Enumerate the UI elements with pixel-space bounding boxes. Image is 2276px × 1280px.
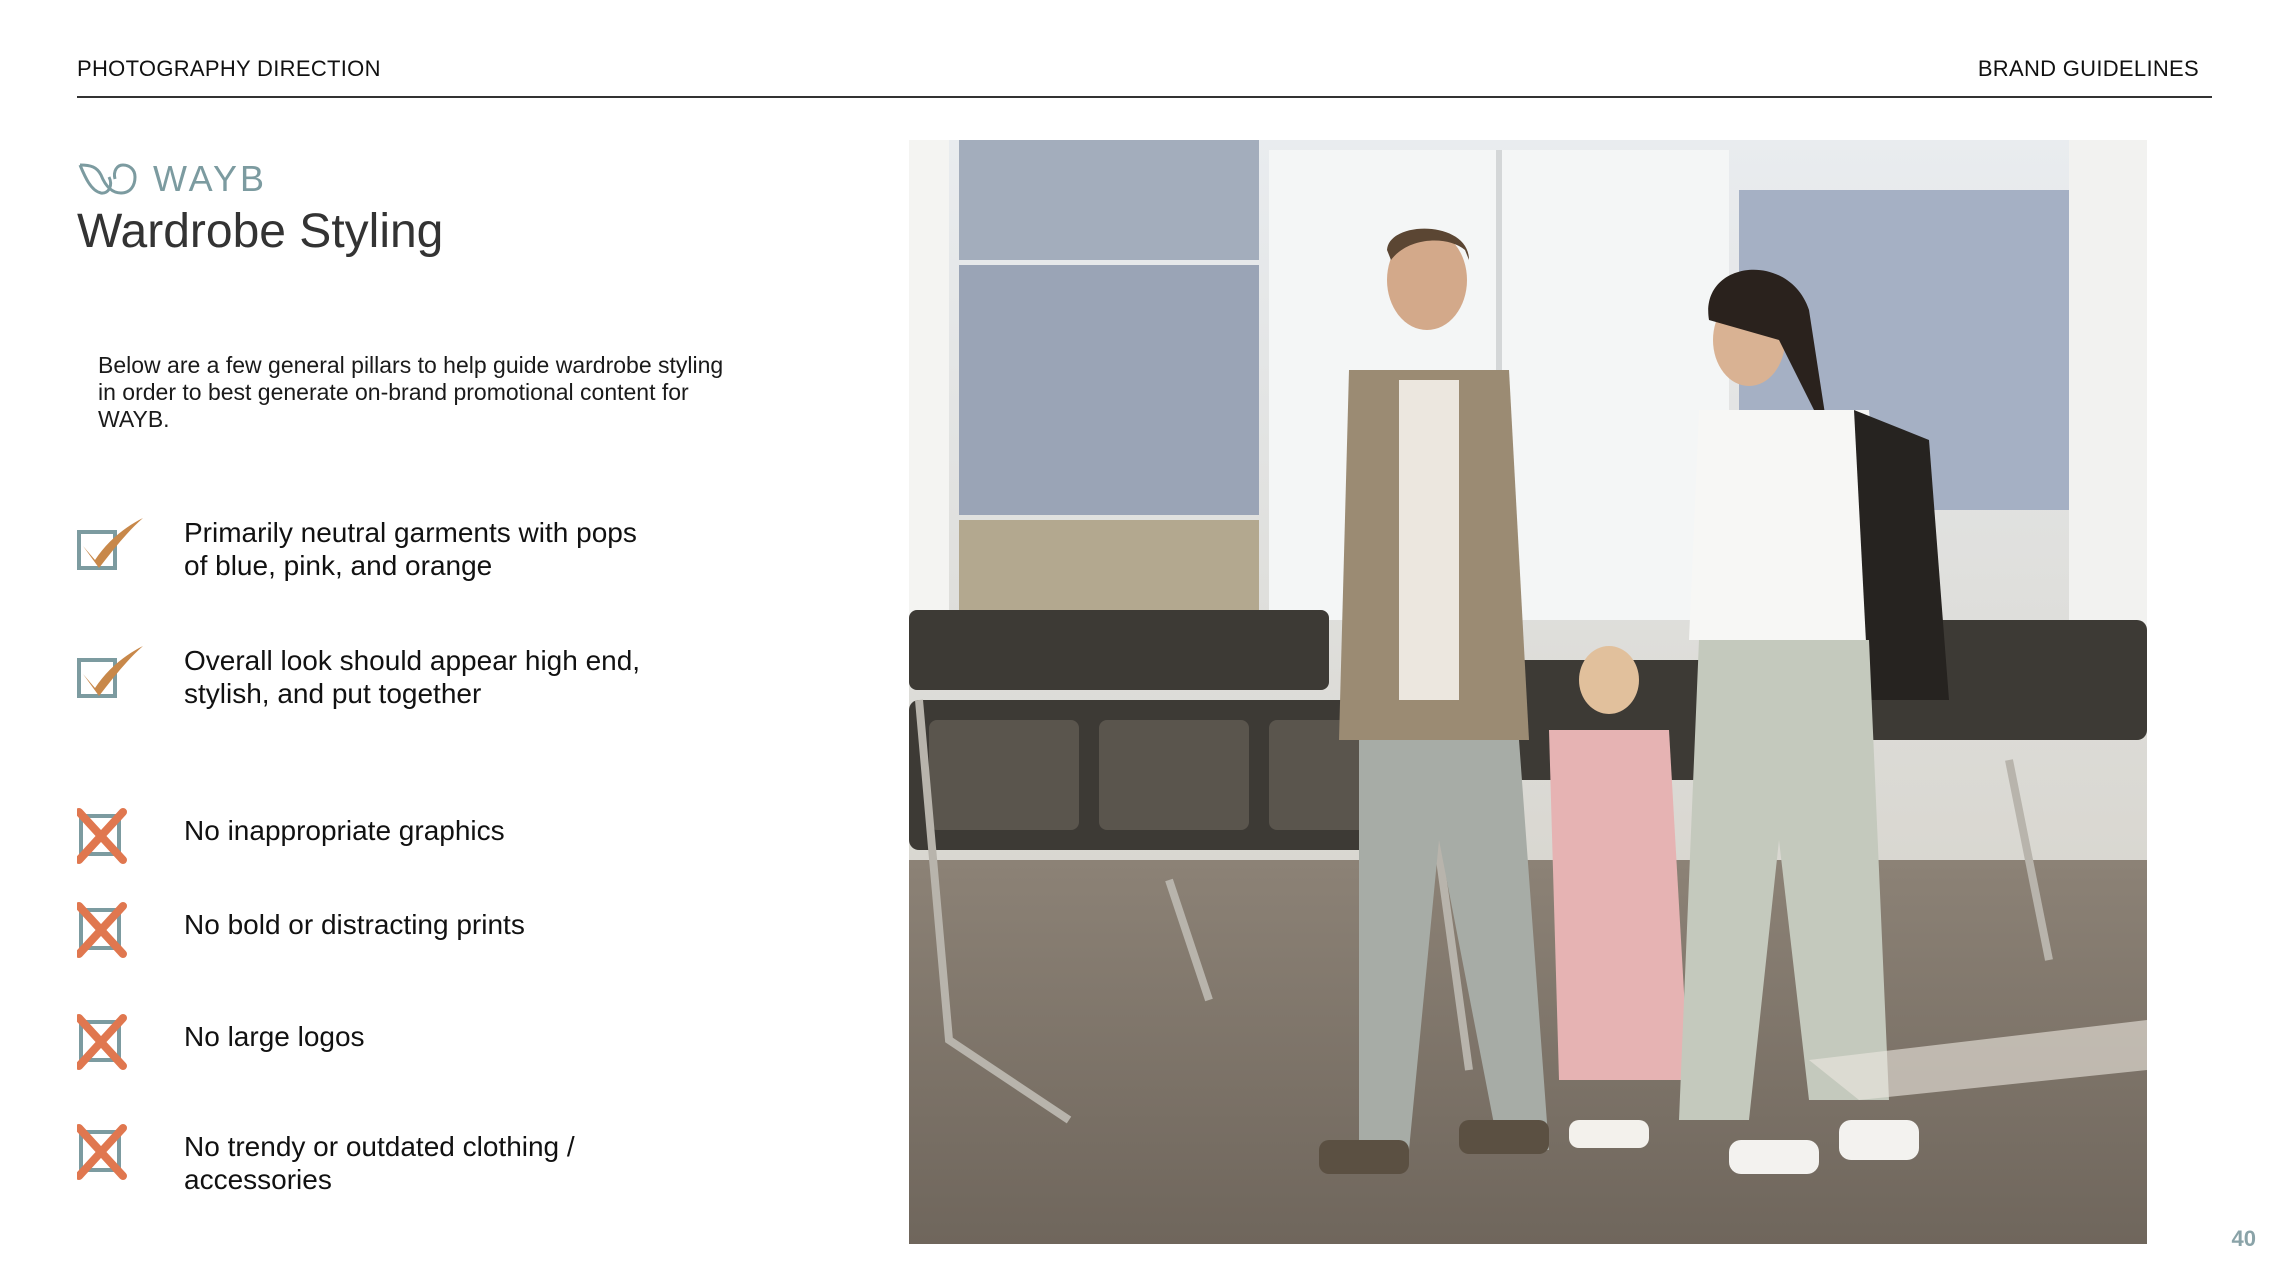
x-mark-icon	[77, 900, 147, 960]
dont-item	[77, 806, 644, 866]
do-item-label: Overall look should appear high end, stylish, and put together	[184, 645, 641, 709]
x-mark-icon	[77, 1122, 147, 1182]
header-divider	[77, 96, 2212, 98]
x-mark-icon	[77, 1012, 147, 1072]
do-item	[77, 516, 644, 582]
family-airport-photo	[909, 140, 2147, 1244]
checkbox-check-icon	[77, 516, 147, 576]
do-item-label: Primarily neutral garments with pops of blue, pink, and orange	[184, 517, 637, 581]
dont-item-label: No large logos	[184, 1021, 365, 1052]
wayb-logo-mark-icon	[77, 161, 139, 197]
dont-item	[77, 900, 644, 960]
do-item	[77, 644, 644, 710]
dont-item	[77, 1012, 644, 1072]
page-number: 40	[2231, 1226, 2256, 1251]
dont-item-label: No inappropriate graphics	[184, 815, 505, 846]
intro-paragraph: Below are a few general pillars to help guide wardrobe styling in order to best generate on-brand promotional content for WAYB.	[98, 352, 724, 432]
wayb-logo	[77, 158, 267, 200]
logo-wordmark: WAYB	[153, 158, 268, 199]
document-title: BRAND GUIDELINES	[1977, 56, 2199, 81]
page-title: Wardrobe Styling	[77, 205, 444, 258]
checkbox-check-icon	[77, 644, 147, 704]
dont-item-label: No trendy or outdated clothing / accessories	[184, 1131, 575, 1195]
section-title: PHOTOGRAPHY DIRECTION	[77, 56, 381, 81]
x-mark-icon	[77, 806, 147, 866]
dont-item-label: No bold or distracting prints	[184, 909, 525, 940]
dont-item	[77, 1122, 644, 1196]
